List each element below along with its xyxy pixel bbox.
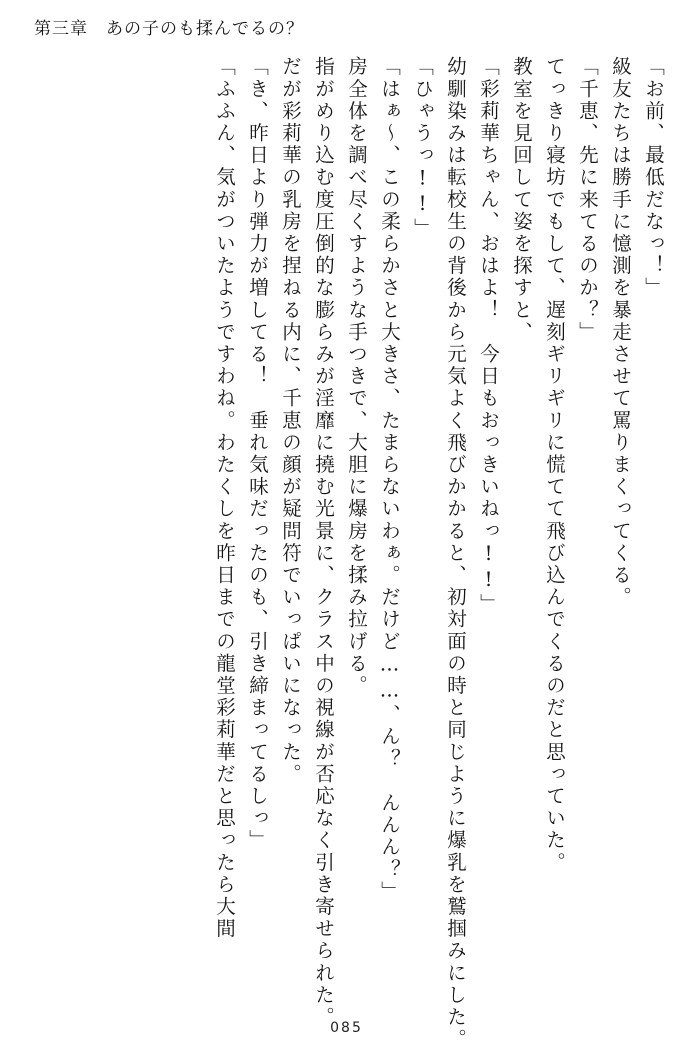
text-line: 教室を見回して姿を探すと、 [510, 56, 533, 344]
text-line: 「はぁ～、この柔らかさと大きさ、たまらないわぁ。だけど……、ん？ んんん？」 [378, 56, 401, 903]
page-number: 085 [330, 1020, 363, 1036]
chapter-number: 第三章 [34, 19, 88, 39]
text-line: だが彩莉華の乳房を捏ねる内に、千恵の顔が疑問符でいっぱいになった。 [279, 56, 302, 786]
text-line: 房全体を調べ尽くすような手つきで、大胆に爆房を揉み拉げる。 [345, 56, 368, 697]
text-line: 「お前、最低だなっ！」 [642, 56, 665, 300]
chapter-header [34, 14, 659, 48]
text-line: 「き、昨日より弾力が増してる！ 垂れ気味だったのも、引き締まってるしっ」 [246, 56, 269, 852]
chapter-title: あの子のも揉んでるの？ [106, 19, 304, 39]
text-line: 「彩莉華ちゃん、おはよ！ 今日もおっきいねっ!!」 [477, 56, 500, 616]
text-line: 指がめり込む度圧倒的な膨らみが淫靡に撓む光景に、クラス中の視線が否応なく引き寄せられた。 [312, 56, 335, 1029]
text-line: 級友たちは勝手に憶測を暴走させて罵りまくってくる。 [609, 56, 632, 609]
text-line: てっきり寝坊でもして、遅刻ギリギリに慌てて飛び込んでくるのだと思っていた。 [543, 56, 566, 874]
text-line: 幼馴染みは転校生の背後から元気よく飛びかかると、初対面の時と同じように爆乳を鷲掴みにした。 [444, 56, 467, 1051]
text-line: 「千恵、先に来てるのか？」 [576, 56, 599, 344]
text-line: 「ふふん、気がついたようですわね。わたくしを昨日までの龍堂彩莉華だと思ったら大間 [213, 56, 236, 940]
text-line: 「ひゃうっ!!」 [411, 56, 434, 240]
